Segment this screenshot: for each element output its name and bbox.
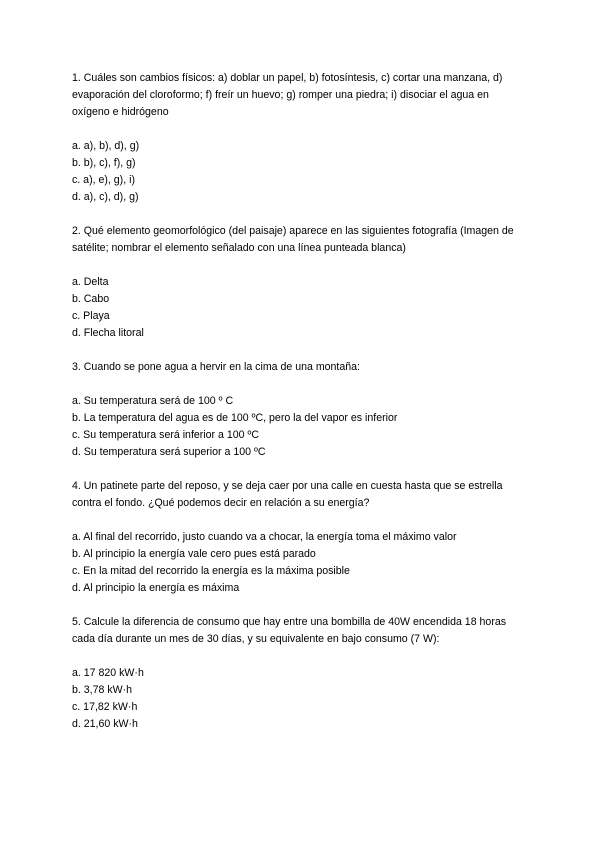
question-5	[72, 614, 524, 733]
option-b: b. 3,78 kW·h	[72, 684, 133, 696]
option-a: a. Delta	[72, 276, 109, 288]
option-a: a. 17 820 kW·h	[72, 667, 144, 679]
question-text: 4. Un patinete parte del reposo, y se deja caer por una calle en cuesta hasta que se estrella contra el fondo. ¿Qué podemos decir en relación a su energía?	[72, 480, 503, 509]
option-b: b. Al principio la energía vale cero pues está parado	[72, 548, 316, 560]
option-d: d. a), c), d), g)	[72, 191, 139, 203]
question-4	[72, 478, 524, 597]
option-d: d. Su temperatura será superior a 100 ºC	[72, 446, 266, 458]
option-c: c. Playa	[72, 310, 110, 322]
option-list	[72, 274, 524, 342]
question-1	[72, 70, 524, 206]
option-list	[72, 138, 524, 206]
option-d: d. 21,60 kW·h	[72, 718, 138, 730]
question-3	[72, 359, 524, 461]
option-a: a. Al final del recorrido, justo cuando va a chocar, la energía toma el máximo valor	[72, 531, 457, 543]
option-list	[72, 529, 524, 597]
option-d: d. Flecha litoral	[72, 327, 144, 339]
option-list	[72, 665, 524, 733]
option-list	[72, 393, 524, 461]
option-b: b. b), c), f), g)	[72, 157, 136, 169]
question-2	[72, 223, 524, 342]
option-b: b. La temperatura del agua es de 100 ºC, pero la del vapor es inferior	[72, 412, 398, 424]
option-c: c. 17,82 kW·h	[72, 701, 138, 713]
question-text: 1. Cuáles son cambios físicos: a) doblar un papel, b) fotosíntesis, c) cortar una manzana, d) evaporación del cloroformo; f) freír un huevo; g) romper una piedra; i) disociar el agua en oxígeno e hidrógeno	[72, 72, 503, 118]
option-d: d. Al principio la energía es máxima	[72, 582, 240, 594]
option-c: c. a), e), g), i)	[72, 174, 135, 186]
option-a: a. Su temperatura será de 100 º C	[72, 395, 234, 407]
question-text: 2. Qué elemento geomorfológico (del paisaje) aparece en las siguientes fotografía (Imagen de satélite; nombrar el elemento señalado con una línea punteada blanca)	[72, 225, 514, 254]
option-c: c. En la mitad del recorrido la energía es la máxima posible	[72, 565, 350, 577]
question-text: 3. Cuando se pone agua a hervir en la cima de una montaña:	[72, 361, 360, 373]
option-a: a. a), b), d), g)	[72, 140, 140, 152]
question-text: 5. Calcule la diferencia de consumo que hay entre una bombilla de 40W encendida 18 horas cada día durante un mes de 30 días, y su equivalente en bajo consumo (7 W):	[72, 616, 507, 645]
option-b: b. Cabo	[72, 293, 110, 305]
option-c: c. Su temperatura será inferior a 100 ºC	[72, 429, 259, 441]
document-page	[72, 70, 524, 733]
